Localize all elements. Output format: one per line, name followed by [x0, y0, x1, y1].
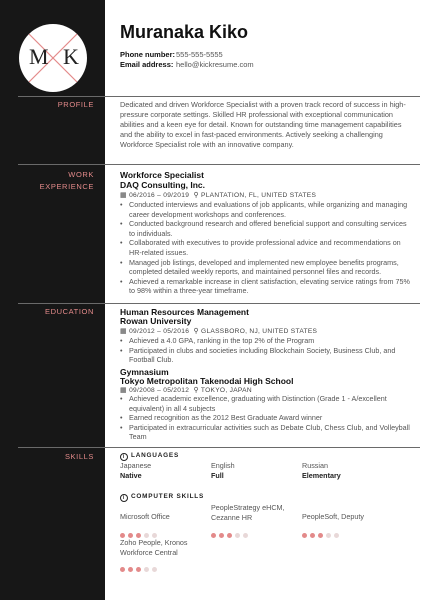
edu-location: TOKYO, JAPAN [200, 387, 252, 394]
language-name: Russian [302, 461, 328, 470]
rating-dot [326, 533, 331, 538]
calendar-icon: ▦ [120, 387, 127, 394]
computer-skill-name: Zoho People, Kronos Workforce Central [120, 538, 188, 557]
rating-dot [318, 533, 323, 538]
rating-dot [310, 533, 315, 538]
list-item: • Conducted background research and offered beneficial support and consulting services to individuals. [120, 219, 410, 238]
list-item: • Participated in clubs and societies including Blockchain Society, Business Club, and Football Club. [120, 346, 410, 365]
list-item: • Achieved academic excellence, graduating with Distinction (Grade 1 - A/excellent equivalent) in all 4 subjects [120, 394, 410, 413]
skill-rating [120, 559, 160, 577]
calendar-icon: ▦ [120, 328, 127, 335]
rating-dot [334, 533, 339, 538]
skill-rating [302, 525, 342, 543]
rating-dot [243, 533, 248, 538]
language-level: Elementary [302, 470, 341, 480]
language-item [211, 461, 235, 480]
section-education: EDUCATION [44, 307, 94, 316]
calendar-icon: ▦ [120, 192, 127, 199]
language-name: Japanese [120, 461, 152, 470]
edu-meta [120, 386, 252, 394]
location-pin-icon: ⚲ [193, 328, 199, 335]
email-row [120, 60, 254, 69]
rating-dot [128, 567, 133, 572]
rating-dot [152, 567, 157, 572]
avatar-initial-2: K [63, 44, 79, 69]
phone-value: 555-555-5555 [176, 50, 223, 59]
info-icon: i [120, 453, 128, 461]
language-level: Native [120, 470, 142, 480]
list-item: • Participated in extracurricular activities such as Debate Club, Chess Club, and Volleyball Team [120, 423, 410, 442]
list-item: • Earned recognition as the 2012 Best Graduate Award winner [120, 413, 410, 423]
job-title: Workforce Specialist [120, 170, 204, 180]
edu-school: Tokyo Metropolitan Takenodai High School [120, 376, 294, 386]
edu-bullets [120, 336, 410, 365]
job-company: DAQ Consulting, Inc. [120, 180, 205, 190]
section-skills: SKILLS [64, 452, 94, 461]
section-work [0, 169, 94, 193]
rating-dot [227, 533, 232, 538]
list-item: • Conducted interviews and evaluations of job applicants, while organizing and managing career development workshops and conferences. [120, 200, 410, 219]
rating-dot [302, 533, 307, 538]
info-icon: i [120, 494, 128, 502]
divider [18, 303, 420, 304]
list-item: • Collaborated with executives to provide professional advice and recommendations on HR-related issues. [120, 238, 410, 257]
list-item: • Managed job listings, developed and implemented new employee benefits programs, completed detailed weekly reports, and maintained personnel files and records. [120, 258, 410, 277]
phone-row [120, 50, 223, 59]
languages-heading [120, 452, 179, 461]
rating-dot [144, 567, 149, 572]
list-item: • Achieved a remarkable increase in client satisfaction, elevating service ratings from 75% to 98% within a three-year timeframe. [120, 277, 410, 296]
resume-name: Muranaka Kiko [120, 22, 249, 42]
rating-dot [136, 567, 141, 572]
divider [18, 164, 420, 165]
computer-skill-name: PeopleStrategy eHCM, Cezanne HR [211, 503, 285, 522]
section-profile: PROFILE [57, 100, 94, 109]
job-location: PLANTATION, FL, UNITED STATES [201, 192, 317, 199]
location-pin-icon: ⚲ [193, 387, 199, 394]
languages-heading-text: LANGUAGES [131, 452, 180, 459]
edu-dates: 09/2012 – 05/2016 [129, 328, 190, 335]
job-bullets [120, 200, 410, 296]
edu-location: GLASSBORO, NJ, UNITED STATES [201, 328, 318, 335]
rating-dot [219, 533, 224, 538]
job-meta [120, 191, 316, 199]
rating-dot [120, 567, 125, 572]
computer-skills-heading-text: COMPUTER SKILLS [131, 493, 205, 500]
profile-text: Dedicated and driven Workforce Specialist with a proven track record of success in high-pressure corporate settings. Skilled HR professional with exceptional communication abilities and a keen eye for detail. Known for outstanding time management capabilities and the ability to excel in fast-paced environments. Actively seeking a challenging Workforce Specialist role with an innovative company. [120, 100, 406, 149]
avatar [19, 24, 87, 92]
computer-skills-heading [120, 493, 204, 502]
email-value: hello@kickresume.com [176, 60, 254, 69]
skill-rating [211, 525, 251, 543]
email-label: Email address: [120, 60, 174, 69]
computer-skill-name: PeopleSoft, Deputy [302, 512, 364, 521]
language-item [302, 461, 341, 480]
divider [18, 447, 420, 448]
section-work-line2: EXPERIENCE [39, 182, 94, 191]
edu-meta [120, 327, 317, 335]
rating-dot [211, 533, 216, 538]
edu-bullets [120, 394, 410, 442]
job-dates: 06/2016 – 09/2019 [129, 192, 190, 199]
edu-dates: 09/2008 – 05/2012 [129, 387, 190, 394]
edu-degree: Gymnasium [120, 367, 169, 377]
language-level: Full [211, 470, 224, 480]
phone-label: Phone number: [120, 50, 176, 59]
edu-degree: Human Resources Management [120, 307, 249, 317]
section-work-line1: WORK [68, 170, 94, 179]
divider [18, 96, 420, 97]
avatar-initial-1: M [29, 44, 49, 69]
edu-school: Rowan University [120, 316, 192, 326]
language-name: English [211, 461, 235, 470]
list-item: • Achieved a 4.0 GPA, ranking in the top 2% of the Program [120, 336, 410, 346]
language-item [120, 461, 151, 480]
location-pin-icon: ⚲ [193, 192, 199, 199]
rating-dot [235, 533, 240, 538]
computer-skill-name: Microsoft Office [120, 512, 170, 521]
